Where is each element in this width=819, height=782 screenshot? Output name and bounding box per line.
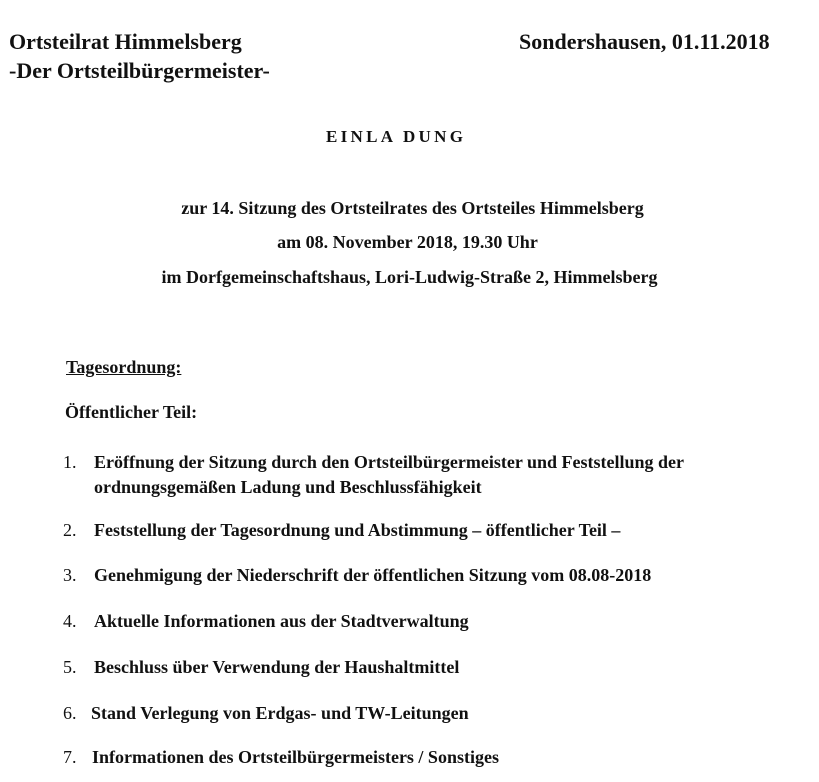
agenda-item-text: Beschluss über Verwendung der Haushaltmittel [94,657,460,677]
council-name: Ortsteilrat Himmelsberg [9,29,242,54]
agenda-item-number: 4. [63,611,77,631]
sender-role: -Der Ortsteilbürgermeister- [9,58,270,83]
agenda-item-number: 1. [63,452,77,472]
agenda-heading: Tagesordnung: [66,357,182,377]
agenda-item-number: 7. [63,747,77,767]
meeting-location: im Dorfgemeinschaftshaus, Lori-Ludwig-Straße 2, Himmelsberg [161,267,658,287]
agenda-item-number: 6. [63,703,77,723]
agenda-item-number: 3. [63,565,77,585]
agenda-item-number: 2. [63,520,77,540]
meeting-date-time: am 08. November 2018, 19.30 Uhr [277,232,538,252]
meeting-session: zur 14. Sitzung des Ortsteilrates des Ortsteiles Himmelsberg [181,198,644,218]
document-title: EINLA DUNG [326,127,467,146]
agenda-item-text: Informationen des Ortsteilbürgermeisters / Sonstiges [92,747,499,767]
public-section-heading: Öffentlicher Teil: [65,402,198,422]
agenda-item-text: Eröffnung der Sitzung durch den Ortsteilbürgermeister und Feststellung der ordnungsgemäßen Ladung und Beschlussfähigkeit [94,452,684,497]
agenda-item-text: Aktuelle Informationen aus der Stadtverwaltung [94,611,469,631]
sender-block [9,27,270,85]
agenda-item-text: Stand Verlegung von Erdgas- und TW-Leitungen [91,703,469,723]
agenda-item-number: 5. [63,657,77,677]
agenda-item-text: Genehmigung der Niederschrift der öffentlichen Sitzung vom 08.08-2018 [94,565,652,585]
place-date: Sondershausen, 01.11.2018 [519,29,770,54]
agenda-item-text: Feststellung der Tagesordnung und Abstimmung – öffentlicher Teil – [94,520,621,540]
